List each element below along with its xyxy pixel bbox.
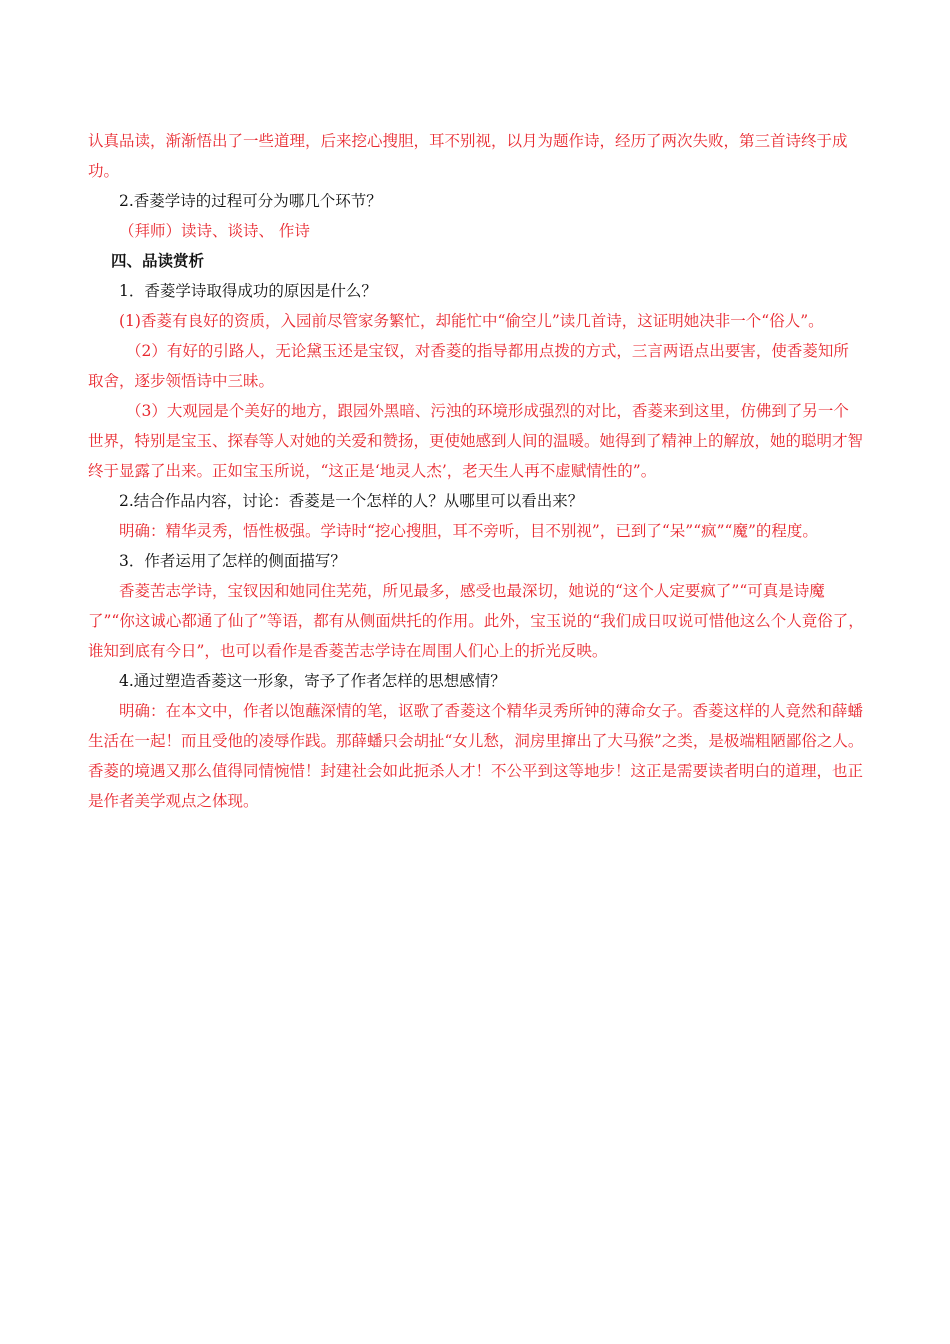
answer-4-3: 香菱苦志学诗，宝钗因和她同住芜苑，所见最多，感受也最深切，她说的“这个人定要疯了”“可真是诗魔了”“你这诚心都通了仙了”等语，都有从侧面烘托的作用。此外，宝玉说的“我们成日叹说可惜他这么个人竟俗了，谁知到底有今日”，也可以看作是香菱苦志学诗在周围人们心上的折光反映。 bbox=[88, 582, 864, 660]
document-page bbox=[88, 126, 864, 816]
answer-4-2: 明确：精华灵秀，悟性极强。学诗时“挖心搜胆，耳不旁听，目不别视”，已到了“呆”“疯”“魔”的程度。 bbox=[119, 522, 818, 540]
question-2-process: 2.香菱学诗的过程可分为哪几个环节？ bbox=[119, 192, 382, 210]
answer-4-4: 明确：在本文中，作者以饱蘸深情的笔，讴歌了香菱这个精华灵秀所钟的薄命女子。香菱这样的人竟然和薛蟠生活在一起！而且受他的凌辱作践。那薛蟠只会胡扯“女儿愁，洞房里撺出了大马猴”之类，是极端粗陋鄙俗之人。香菱的境遇又那么值得同情惋惜！封建社会如此扼杀人才！不公平到这等地步！这正是需要读者明白的道理，也正是作者美学观点之体现。 bbox=[88, 702, 864, 810]
answer-continuation: 认真品读，渐渐悟出了一些道理，后来挖心搜胆，耳不别视，以月为题作诗，经历了两次失败，第三首诗终于成功。 bbox=[88, 132, 848, 180]
answer-4-1-point-3: （3）大观园是个美好的地方，跟园外黑暗、污浊的环境形成强烈的对比，香菱来到这里，仿佛到了另一个世界，特别是宝玉、探春等人对她的关爱和赞扬，更使她感到人间的温暖。她得到了精神上的解放，她的聪明才智终于显露了出来。正如宝玉所说，“这正是‘地灵人杰’，老天生人再不虚赋情性的”。 bbox=[88, 402, 864, 480]
answer-4-1-point-2: （2）有好的引路人，无论黛玉还是宝钗，对香菱的指导都用点拨的方式，三言两语点出要害，使香菱知所取舍，逐步领悟诗中三昧。 bbox=[88, 342, 849, 390]
answer-4-1-point-1: (1)香菱有良好的资质，入园前尽管家务繁忙，却能忙中“偷空儿”读几首诗，这证明她决非一个“俗人”。 bbox=[119, 312, 824, 330]
question-4-1: 1．香菱学诗取得成功的原因是什么？ bbox=[119, 282, 377, 300]
question-4-3: 3．作者运用了怎样的侧面描写？ bbox=[119, 552, 346, 570]
question-4-2: 2.结合作品内容，讨论：香菱是一个怎样的人？从哪里可以看出来？ bbox=[119, 492, 584, 510]
question-4-4: 4.通过塑造香菱这一形象，寄予了作者怎样的思想感情？ bbox=[119, 672, 506, 690]
section-heading-4: 四、品读赏析 bbox=[111, 251, 205, 270]
answer-2-process: （拜师）读诗、谈诗、 作诗 bbox=[119, 222, 310, 240]
